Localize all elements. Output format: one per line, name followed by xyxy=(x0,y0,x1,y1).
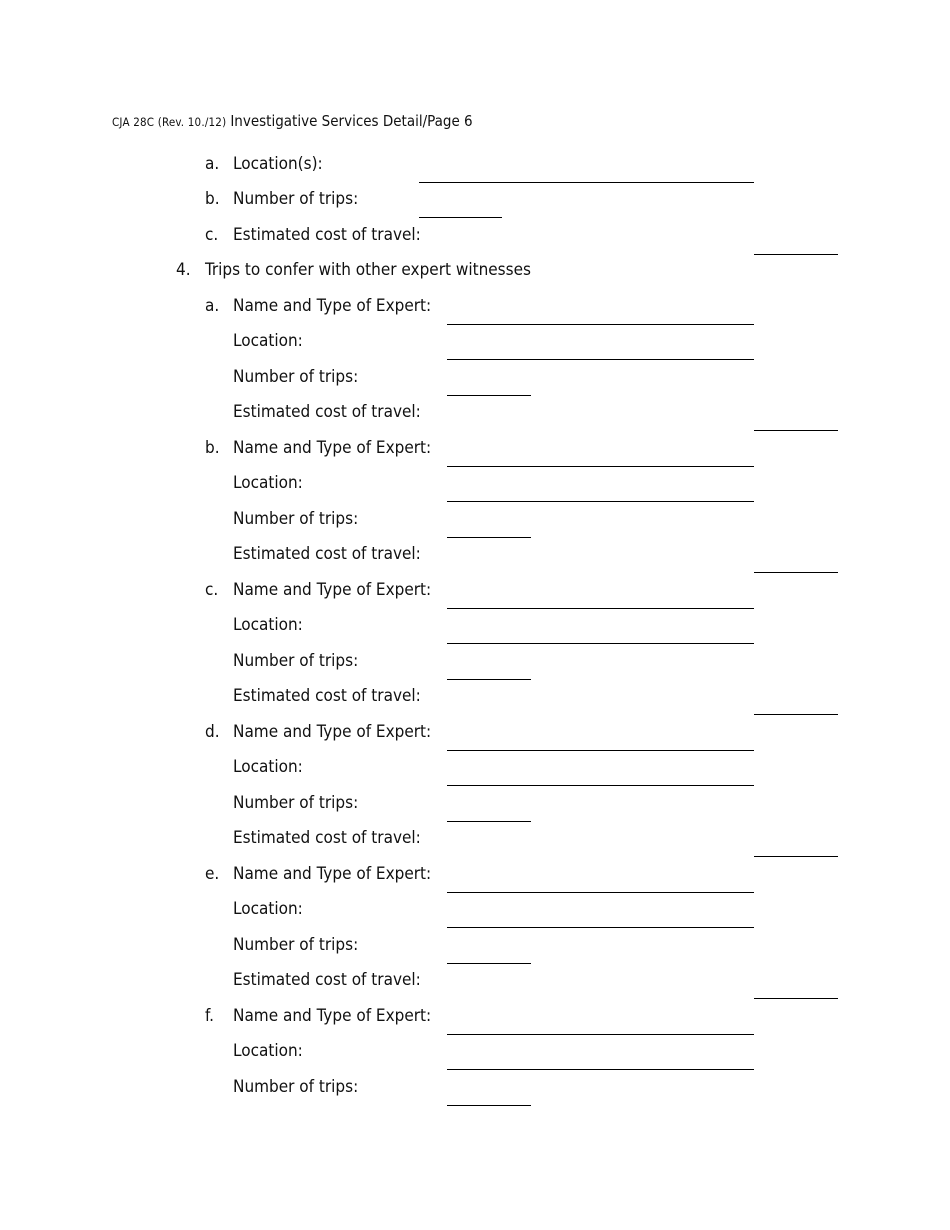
expert-cost-field[interactable] xyxy=(754,430,838,431)
expert-name-label: Name and Type of Expert: xyxy=(233,1006,432,1026)
expert-location-field[interactable] xyxy=(447,643,754,644)
expert-name-field[interactable] xyxy=(447,608,754,609)
section-title: Trips to confer with other expert witnesses xyxy=(205,260,532,280)
location-field[interactable] xyxy=(419,182,754,183)
expert-trips-label: Number of trips: xyxy=(233,509,359,529)
expert-name-label: Name and Type of Expert: xyxy=(233,580,432,600)
section-number: 4. xyxy=(176,260,191,280)
expert-marker: c. xyxy=(205,580,219,600)
expert-trips-label: Number of trips: xyxy=(233,651,359,671)
expert-name-field[interactable] xyxy=(447,466,754,467)
expert-name-field[interactable] xyxy=(447,324,754,325)
cost-label: Estimated cost of travel: xyxy=(233,225,421,245)
item-marker: b. xyxy=(205,189,220,209)
expert-marker: a. xyxy=(205,296,220,316)
expert-trips-field[interactable] xyxy=(447,395,531,396)
expert-trips-field[interactable] xyxy=(447,537,531,538)
expert-name-label: Name and Type of Expert: xyxy=(233,438,432,458)
expert-location-label: Location: xyxy=(233,899,303,919)
form-code: CJA 28C (Rev. 10./12) xyxy=(112,115,227,129)
expert-cost-field[interactable] xyxy=(754,856,838,857)
expert-cost-field[interactable] xyxy=(754,714,838,715)
expert-name-field[interactable] xyxy=(447,892,754,893)
expert-trips-label: Number of trips: xyxy=(233,367,359,387)
expert-trips-field[interactable] xyxy=(447,963,531,964)
expert-cost-label: Estimated cost of travel: xyxy=(233,544,421,564)
item-marker: a. xyxy=(205,154,220,174)
expert-location-field[interactable] xyxy=(447,927,754,928)
expert-trips-field[interactable] xyxy=(447,821,531,822)
expert-location-field[interactable] xyxy=(447,359,754,360)
cost-field[interactable] xyxy=(754,254,838,255)
expert-trips-field[interactable] xyxy=(447,679,531,680)
expert-location-field[interactable] xyxy=(447,785,754,786)
expert-trips-label: Number of trips: xyxy=(233,793,359,813)
expert-name-label: Name and Type of Expert: xyxy=(233,296,432,316)
expert-cost-label: Estimated cost of travel: xyxy=(233,828,421,848)
expert-location-label: Location: xyxy=(233,473,303,493)
location-label: Location(s): xyxy=(233,154,323,174)
expert-location-label: Location: xyxy=(233,331,303,351)
expert-name-field[interactable] xyxy=(447,1034,754,1035)
expert-marker: d. xyxy=(205,722,220,742)
expert-name-label: Name and Type of Expert: xyxy=(233,864,432,884)
expert-location-label: Location: xyxy=(233,757,303,777)
item-marker: c. xyxy=(205,225,219,245)
expert-location-field[interactable] xyxy=(447,1069,754,1070)
trips-field[interactable] xyxy=(419,217,502,218)
page-header xyxy=(112,111,473,130)
expert-cost-label: Estimated cost of travel: xyxy=(233,686,421,706)
expert-marker: b. xyxy=(205,438,220,458)
expert-trips-label: Number of trips: xyxy=(233,1077,359,1097)
expert-location-label: Location: xyxy=(233,615,303,635)
expert-trips-label: Number of trips: xyxy=(233,935,359,955)
expert-marker: e. xyxy=(205,864,220,884)
expert-cost-field[interactable] xyxy=(754,572,838,573)
expert-cost-field[interactable] xyxy=(754,998,838,999)
expert-name-field[interactable] xyxy=(447,750,754,751)
expert-location-field[interactable] xyxy=(447,501,754,502)
trips-label: Number of trips: xyxy=(233,189,359,209)
expert-name-label: Name and Type of Expert: xyxy=(233,722,432,742)
expert-marker: f. xyxy=(205,1006,214,1026)
expert-trips-field[interactable] xyxy=(447,1105,531,1106)
page-title: Investigative Services Detail/Page 6 xyxy=(230,112,473,130)
expert-location-label: Location: xyxy=(233,1041,303,1061)
expert-cost-label: Estimated cost of travel: xyxy=(233,402,421,422)
expert-cost-label: Estimated cost of travel: xyxy=(233,970,421,990)
